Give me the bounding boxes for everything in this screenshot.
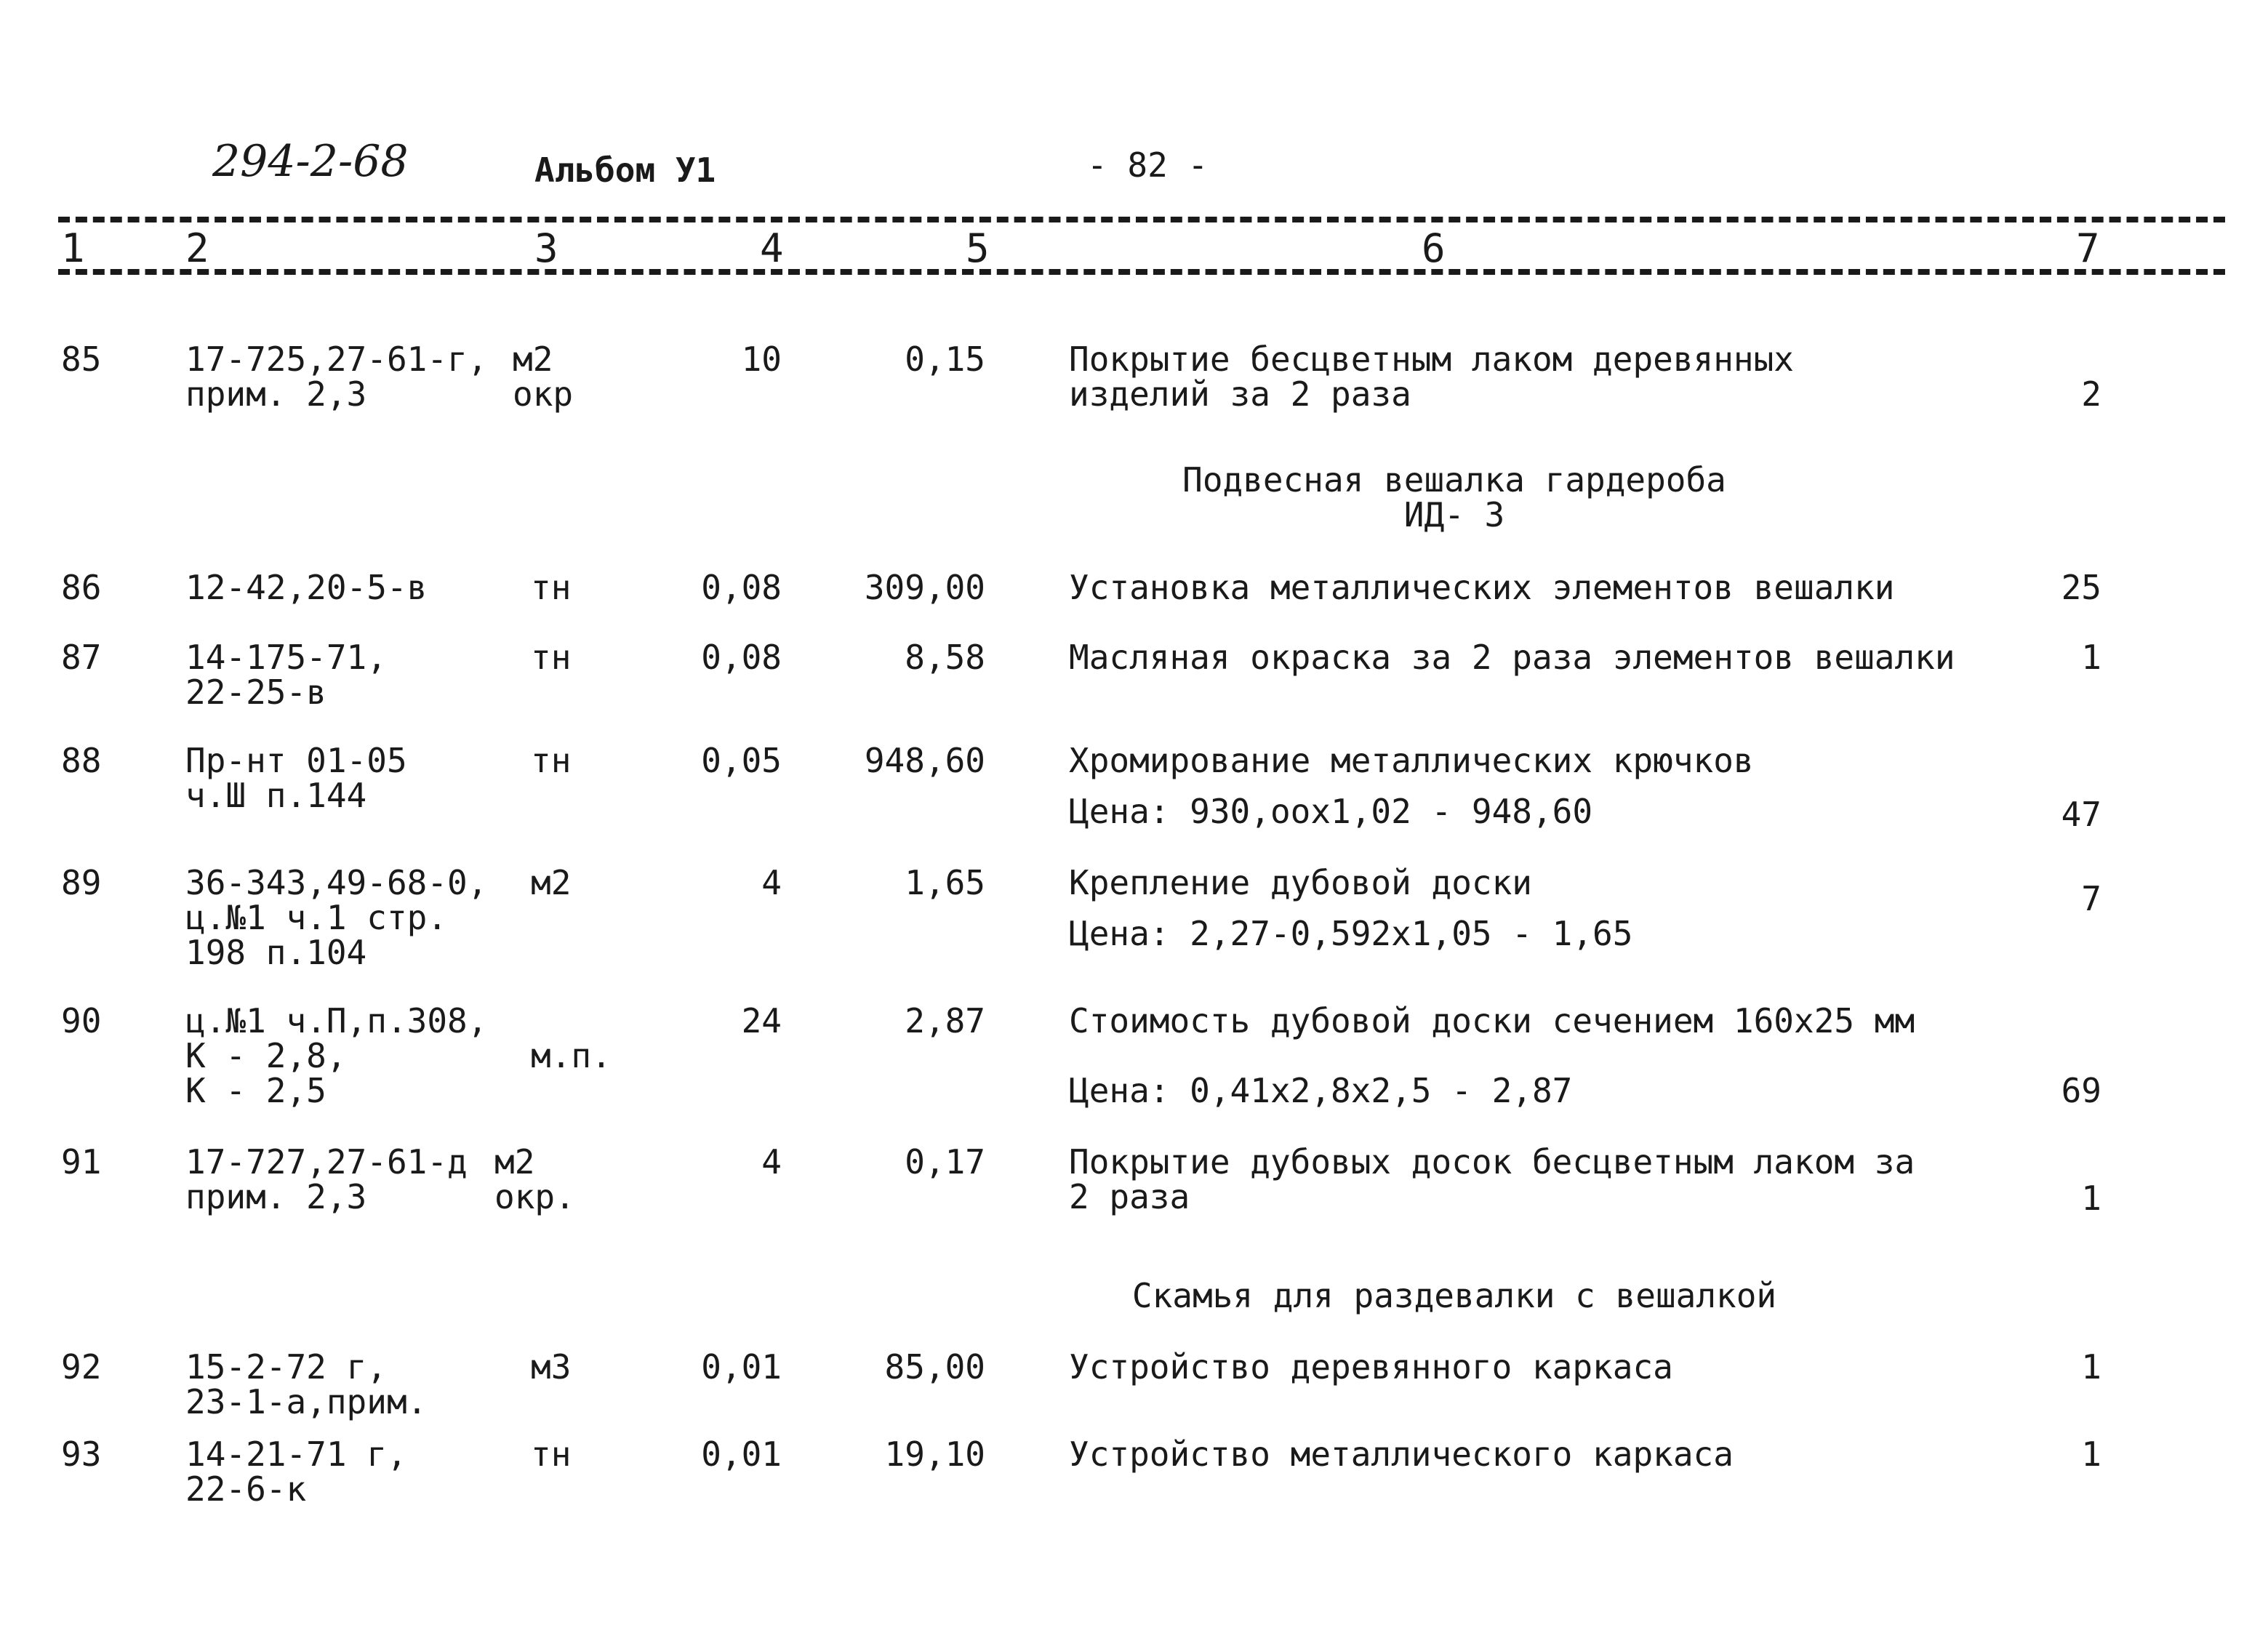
row-description: Стоимость дубовой доски сечением 160х25 мм [1069, 1001, 1915, 1040]
row-quantity: 24 [741, 1001, 782, 1040]
row-price: 0,15 [905, 340, 985, 379]
col-7-number: 7 [2076, 225, 2100, 271]
row-code: Пр-нт 01-05 ч.Ш п.144 [185, 741, 407, 815]
row-description: Покрытие бесцветным лаком деревянных изделий за 2 раза [1069, 340, 1794, 414]
row-unit: м3 [531, 1347, 572, 1387]
row-description: Установка металлических элементов вешалки [1069, 568, 1895, 607]
row-price: 8,58 [905, 638, 985, 677]
row-number: 88 [61, 741, 102, 780]
row-number: 89 [61, 863, 102, 902]
row-code: 14-21-71 г, 22-6-к [185, 1435, 407, 1509]
row-quantity: 10 [741, 340, 782, 379]
row-quantity: 0,01 [701, 1435, 782, 1474]
row-number: 86 [61, 568, 102, 607]
row-quantity: 0,05 [701, 741, 782, 780]
row-total: 1 [2081, 1179, 2101, 1218]
row-code: 17-727,27-61-д прим. 2,3 [185, 1142, 468, 1216]
row-total: 25 [2061, 568, 2101, 607]
row-unit: м2 [531, 863, 572, 902]
row-unit: тн [531, 741, 572, 780]
row-code: 12-42,20-5-в [185, 568, 428, 607]
row-price-formula: Цена: 0,41х2,8х2,5 - 2,87 [1069, 1071, 1573, 1110]
row-number: 87 [61, 638, 102, 677]
row-number: 90 [61, 1001, 102, 1040]
row-number: 92 [61, 1347, 102, 1387]
row-description: Масляная окраска за 2 раза элементов вешалки [1069, 638, 1955, 677]
row-unit: тн [531, 568, 572, 607]
row-price: 85,00 [884, 1347, 985, 1387]
row-unit: тн [531, 1435, 572, 1474]
row-code: 15-2-72 г, 23-1-а,прим. [185, 1347, 428, 1421]
col-6-number: 6 [1422, 225, 1446, 271]
row-price-formula: Цена: 2,27-0,592х1,05 - 1,65 [1069, 914, 1633, 953]
col-5-number: 5 [966, 225, 990, 271]
row-quantity: 4 [761, 863, 782, 902]
top-divider [58, 217, 2225, 222]
row-unit: м2 окр [513, 340, 574, 414]
row-code: 36-343,49-68-0, ц.№1 ч.1 стр. 198 п.104 [185, 863, 488, 972]
row-unit: тн [531, 638, 572, 677]
row-number: 85 [61, 340, 102, 379]
document-code: 294-2-68 [212, 136, 409, 187]
row-description: Хромирование металлических крючков [1069, 741, 1754, 780]
row-price: 2,87 [905, 1001, 985, 1040]
col-3-number: 3 [534, 225, 558, 271]
col-4-number: 4 [760, 225, 784, 271]
row-unit: м.п. [531, 1036, 612, 1075]
row-quantity: 4 [761, 1142, 782, 1181]
row-code: 14-175-71, 22-25-в [185, 638, 387, 712]
row-total: 1 [2081, 1435, 2101, 1474]
row-total: 7 [2081, 879, 2101, 918]
row-code: 17-725,27-61-г, прим. 2,3 [185, 340, 488, 414]
row-number: 93 [61, 1435, 102, 1474]
row-unit: м2 окр. [494, 1142, 575, 1216]
row-price: 309,00 [864, 568, 985, 607]
row-description: Устройство деревянного каркаса [1069, 1347, 1673, 1387]
row-number: 91 [61, 1142, 102, 1181]
col-1-number: 1 [61, 225, 85, 271]
row-quantity: 0,01 [701, 1347, 782, 1387]
row-quantity: 0,08 [701, 568, 782, 607]
col-2-number: 2 [185, 225, 209, 271]
row-total: 1 [2081, 1347, 2101, 1387]
row-price: 1,65 [905, 863, 985, 902]
row-code: ц.№1 ч.П,п.308, К - 2,8, К - 2,5 [185, 1001, 488, 1110]
row-description: Крепление дубовой доски [1069, 863, 1532, 902]
section-heading-hanger: Подвесная вешалка гардероба ИД- 3 [1182, 460, 1726, 534]
row-price: 0,17 [905, 1142, 985, 1181]
page-number: - 82 - [1087, 145, 1209, 185]
row-total: 69 [2061, 1071, 2101, 1110]
row-description: Устройство металлического каркаса [1069, 1435, 1734, 1474]
album-label: Альбом У1 [534, 151, 716, 190]
row-total: 2 [2081, 374, 2101, 414]
section-heading-bench: Скамья для раздевалки с вешалкой [1131, 1276, 1777, 1315]
header-divider [58, 269, 2225, 275]
row-price: 948,60 [864, 741, 985, 780]
row-price: 19,10 [884, 1435, 985, 1474]
row-price-formula: Цена: 930,оох1,02 - 948,60 [1069, 792, 1593, 831]
row-quantity: 0,08 [701, 638, 782, 677]
row-total: 1 [2081, 638, 2101, 677]
row-description: Покрытие дубовых досок бесцветным лаком за 2 раза [1069, 1142, 1915, 1216]
row-total: 47 [2061, 795, 2101, 834]
